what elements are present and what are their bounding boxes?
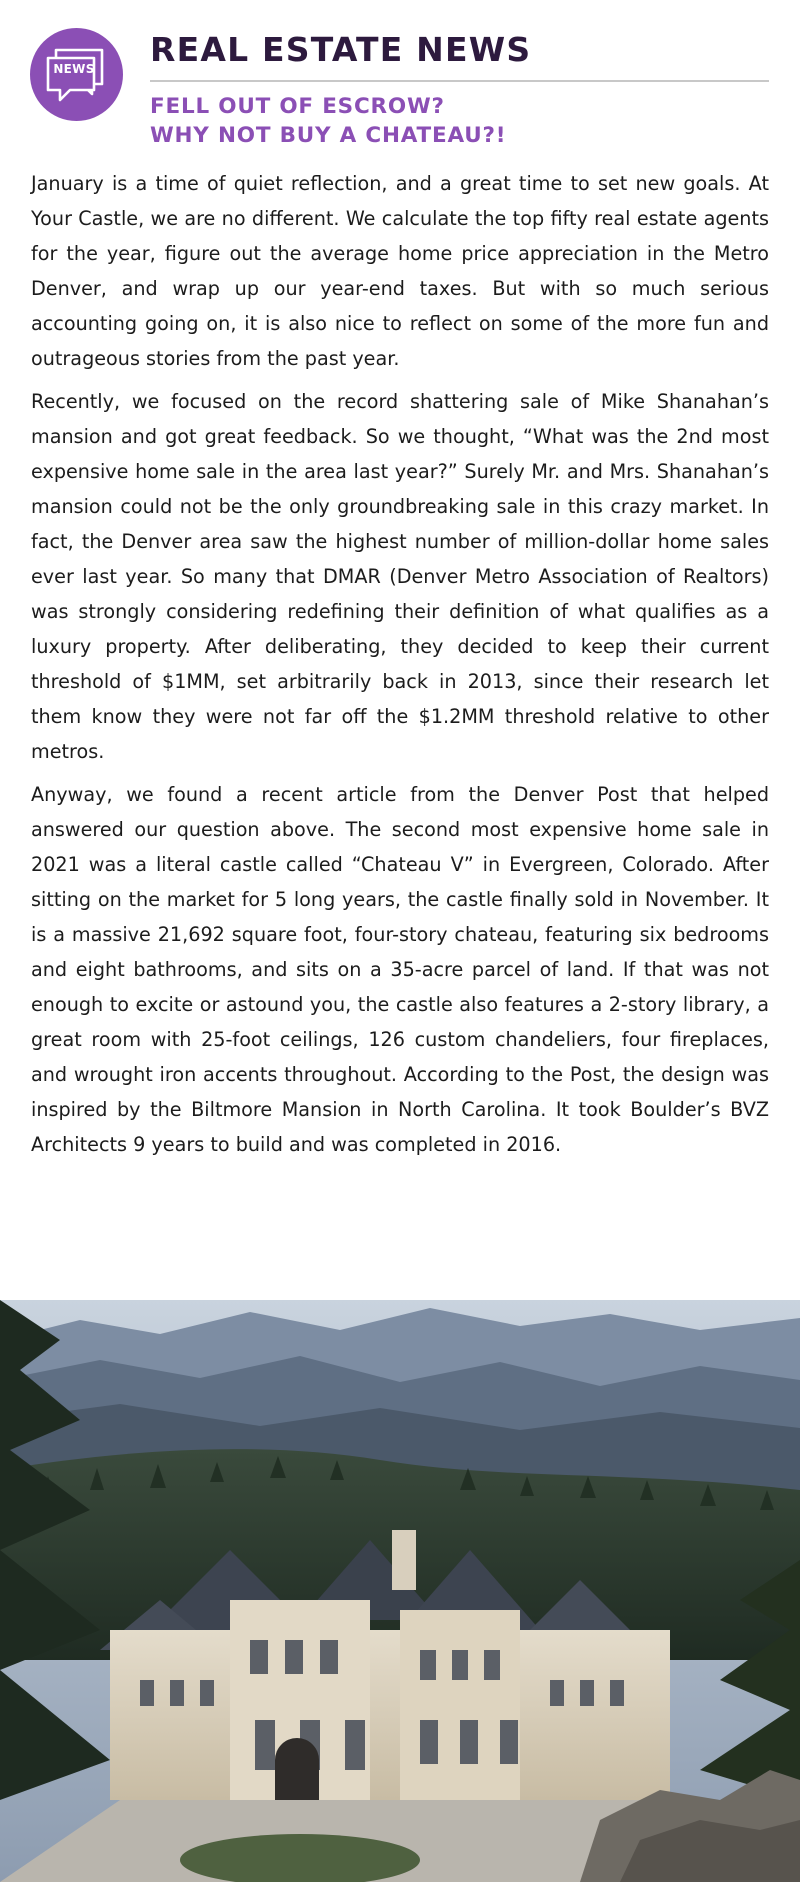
subtitle-line-1: FELL OUT OF ESCROW? xyxy=(150,94,445,119)
page-title: REAL ESTATE NEWS xyxy=(150,30,532,69)
title-divider xyxy=(150,80,769,82)
chateau-photo xyxy=(0,1300,800,1882)
news-badge xyxy=(30,28,123,121)
article-paragraph-2: Recently, we focused on the record shattering sale of Mike Shanahan’s mansion and got great feedback. So we thought, “What was the 2nd most expensive home sale in the area last year?” Surely Mr. and Mrs. Shanahan’s mansion could not be the only groundbreaking sale in this crazy market. In fact, the Denver area saw the highest number of million-dollar home sales ever last year. So many that DMAR (Denver Metro Association of Realtors) was strongly considering redefining their definition of what qualifies as a luxury property. After deliberating, they decided to keep their current threshold of $1MM, set arbitrarily back in 2013, since their research let them know they were not far off the $1.2MM threshold relative to other metros. xyxy=(31,390,769,763)
subtitle-line-2: WHY NOT BUY A CHATEAU?! xyxy=(150,123,507,148)
news-badge-label: NEWS xyxy=(53,62,95,76)
article-subtitle xyxy=(150,92,770,150)
article-paragraph-1: January is a time of quiet reflection, and a great time to set new goals. At Your Castle, we are no different. We calculate the top fifty real estate agents for the year, figure out the average home price appreciation in the Metro Denver, and wrap up our year-end taxes. But with so much serious accounting going on, it is also nice to reflect on some of the more fun and outrageous stories from the past year. xyxy=(31,172,769,370)
article-paragraph-3: Anyway, we found a recent article from the Denver Post that helped answered our question above. The second most expensive home sale in 2021 was a literal castle called “Chateau V” in Evergreen, Colorado. After sitting on the market for 5 long years, the castle finally sold in November. It is a massive 21,692 square foot, four-story chateau, featuring six bedrooms and eight bathrooms, and sits on a 35-acre parcel of land. If that was not enough to excite or astound you, the castle also features a 2-story library, a great room with 25-foot ceilings, 126 custom chandeliers, four fireplaces, and wrought iron accents throughout. According to the Post, the design was inspired by the Biltmore Mansion in North Carolina. It took Boulder’s BVZ Architects 9 years to build and was completed in 2016. xyxy=(31,783,769,1156)
chateau-illustration xyxy=(0,1300,800,1882)
article-body xyxy=(31,166,769,1170)
article-header xyxy=(0,0,800,160)
